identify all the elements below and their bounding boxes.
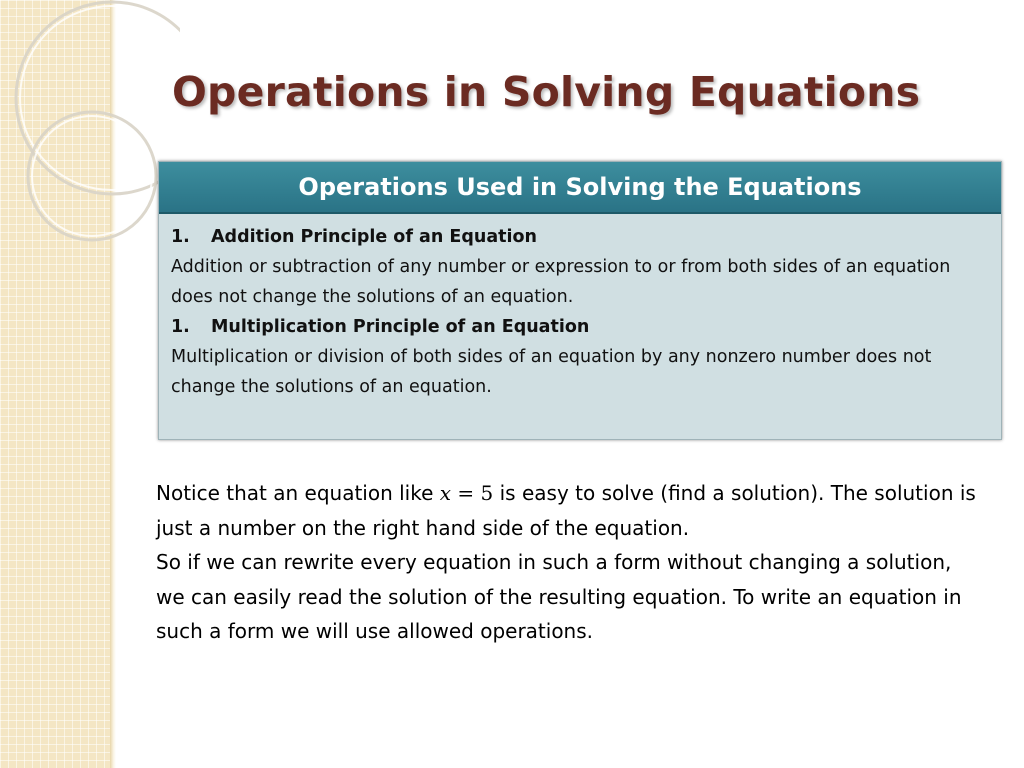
list-number: 1.: [171, 227, 190, 247]
equation-variable: x: [439, 481, 452, 505]
multiplication-principle-text: Multiplication or division of both sides of an equation by any nonzero number does not change the solutions of an equation.: [171, 347, 932, 397]
table-header: Operations Used in Solving the Equations: [159, 162, 1001, 214]
notice-paragraph-2: So if we can rewrite every equation in such a form without changing a solution, we can easily read the solution of the resulting equation. To write an equation in such a form we will use allowed operations.: [156, 550, 962, 643]
notice-text-part: Notice that an equation like: [156, 481, 440, 505]
addition-principle-heading: [171, 222, 989, 252]
list-number: 1.: [171, 317, 190, 337]
equation-value: 5: [480, 481, 494, 505]
item-heading-text: Addition Principle of an Equation: [211, 227, 537, 247]
notice-text-block: [156, 476, 986, 649]
notice-text-part: is easy to solve (find a solution). The solution is just a number on the right hand side of the equation.: [156, 481, 976, 540]
slide-title: Operations in Solving Equations: [172, 68, 921, 116]
decorative-circles: [0, 0, 180, 260]
multiplication-principle-heading: [171, 312, 989, 342]
table-body: [159, 214, 1001, 402]
notice-paragraph-1: [156, 476, 986, 545]
operations-table: [158, 161, 1002, 440]
item-heading-text: Multiplication Principle of an Equation: [211, 317, 590, 337]
equation-operator: =: [451, 481, 481, 505]
addition-principle-text: Addition or subtraction of any number or expression to or from both sides of an equation does not change the solutions of an equation.: [171, 257, 951, 307]
